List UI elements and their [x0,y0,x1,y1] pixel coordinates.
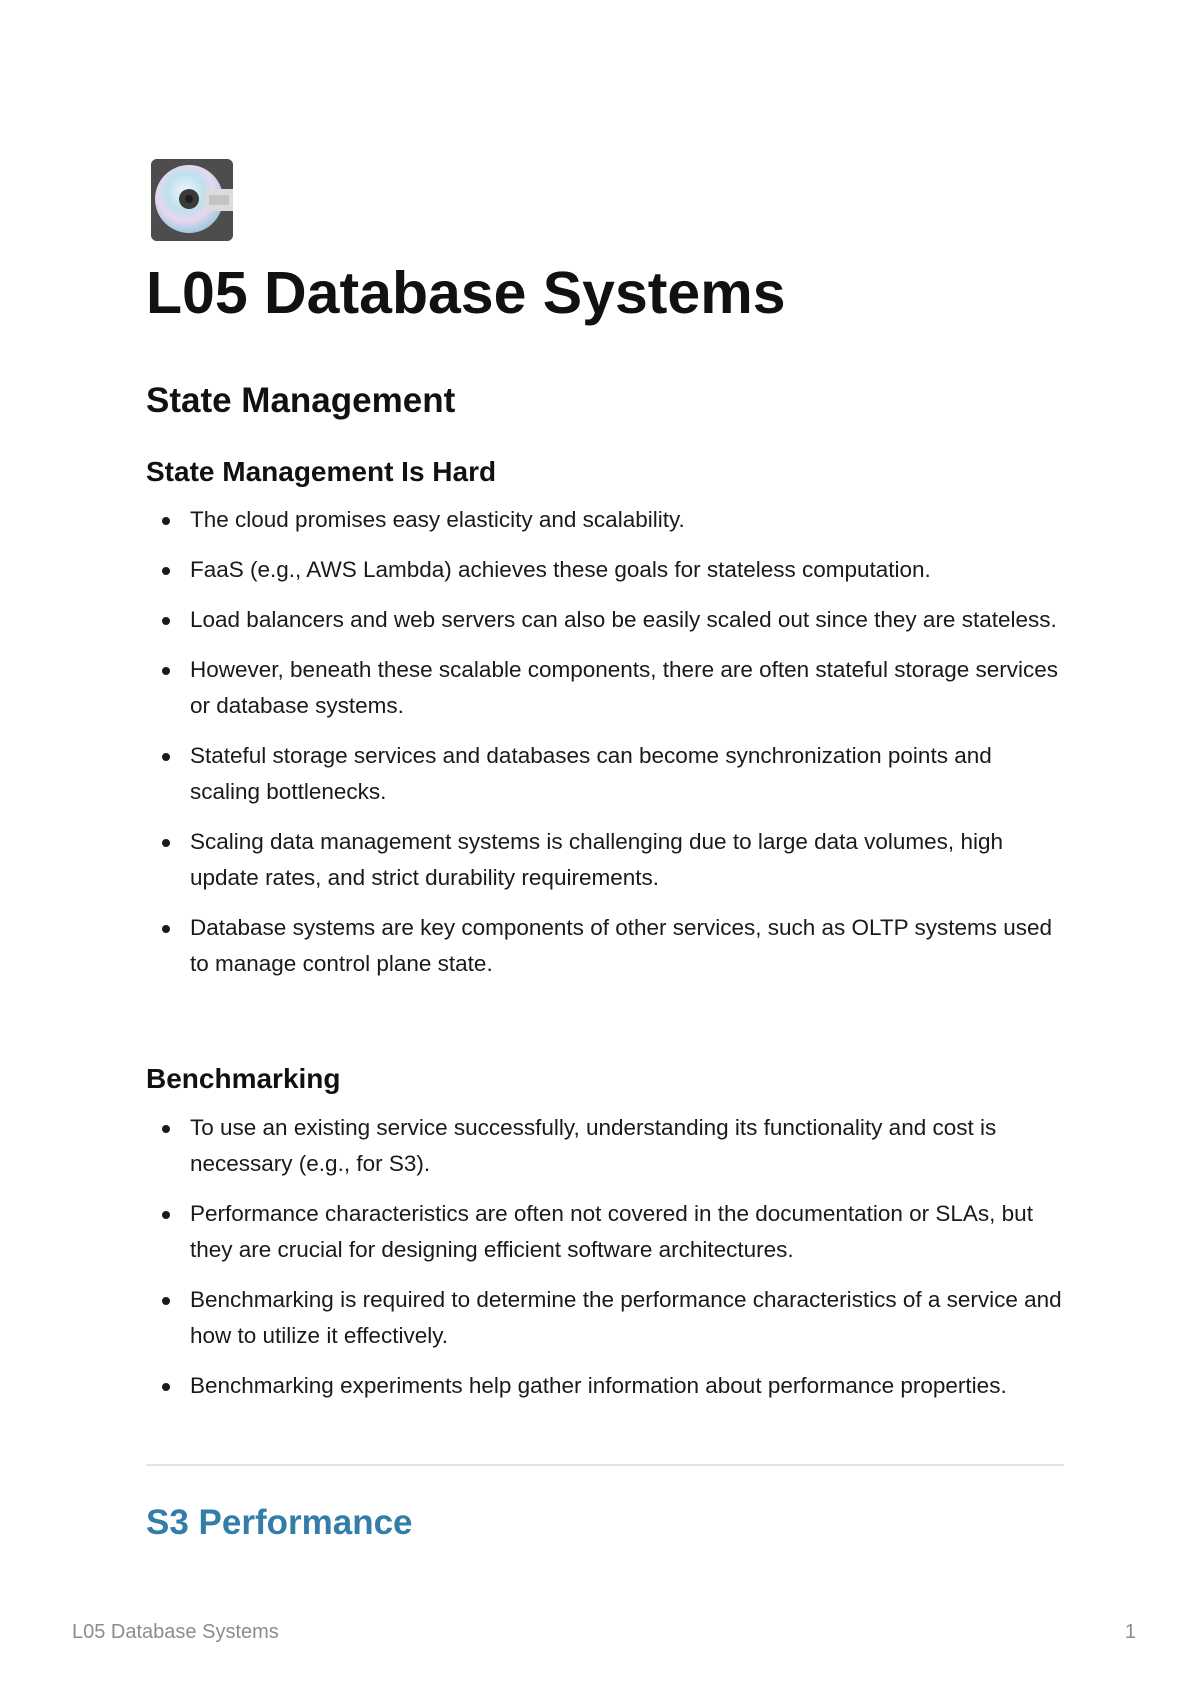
list-item: Load balancers and web servers can also be easily scaled out since they are stateless. [146,602,1066,638]
section-heading-state-management: State Management [146,381,456,420]
list-item: However, beneath these scalable components, there are often stateful storage services or database systems. [146,652,1066,724]
list-item: Performance characteristics are often not covered in the documentation or SLAs, but they are crucial for designing efficient software architectures. [146,1196,1066,1268]
footer-document-title: L05 Database Systems [72,1621,279,1643]
list-item: Database systems are key components of other services, such as OLTP systems used to manage control plane state. [146,910,1066,982]
section-heading-s3-performance: S3 Performance [146,1503,413,1542]
subsection-heading-state-management-is-hard: State Management Is Hard [146,456,497,487]
list-item: Scaling data management systems is challenging due to large data volumes, high update rates, and strict durability requirements. [146,824,1066,896]
page-title: L05 Database Systems [146,260,786,326]
list-item: Benchmarking experiments help gather information about performance properties. [146,1368,1066,1404]
list-item: The cloud promises easy elasticity and scalability. [146,502,1066,538]
list-item: FaaS (e.g., AWS Lambda) achieves these goals for stateless computation. [146,552,1066,588]
state-management-list [146,502,1066,996]
benchmarking-list [146,1110,1066,1418]
subsection-heading-benchmarking: Benchmarking [146,1063,341,1094]
list-item: Stateful storage services and databases can become synchronization points and scaling bottlenecks. [146,738,1066,810]
list-item: To use an existing service successfully, understanding its functionality and cost is necessary (e.g., for S3). [146,1110,1066,1182]
list-item: Benchmarking is required to determine the performance characteristics of a service and how to utilize it effectively. [146,1282,1066,1354]
section-divider [146,1464,1064,1466]
footer-page-number: 1 [1124,1621,1136,1643]
minidisc-icon [151,159,233,241]
